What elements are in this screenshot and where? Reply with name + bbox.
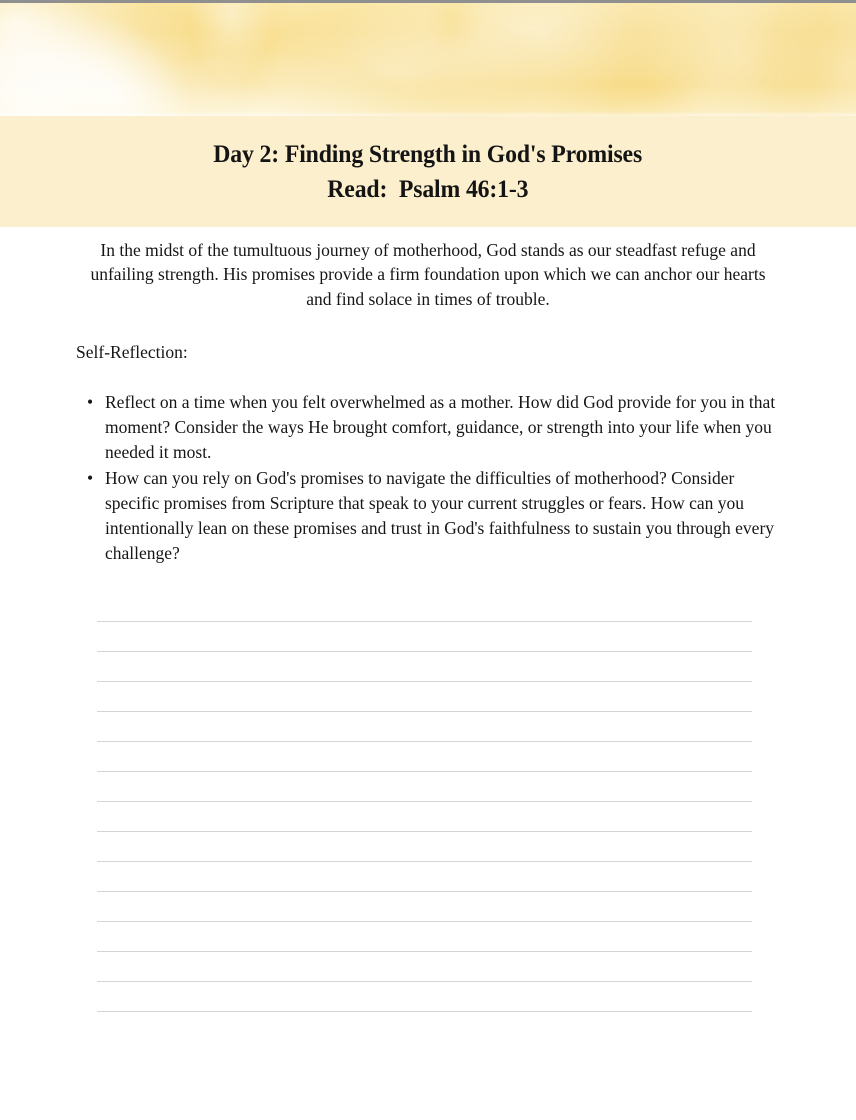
ruled-writing-lines[interactable]	[0, 227, 856, 1120]
writing-line[interactable]	[97, 681, 752, 682]
writing-line[interactable]	[97, 891, 752, 892]
bullet-icon: •	[87, 392, 94, 412]
writing-line[interactable]	[97, 801, 752, 802]
intro-paragraph: In the midst of the tumultuous journey of motherhood, God stands as our steadfast refuge and unfailing strength. His promises provide a firm foundation upon which we can anchor our hearts and find solace in times of trouble.	[90, 240, 766, 309]
banner-wash-vertical-fade	[0, 3, 856, 116]
reflection-question-text: How can you rely on God's promises to navigate the difficulties of motherhood? Consider specific promises from Scripture that speak to your current struggles or fears. How can you intentionally lean on these promises and trust in God's faithfulness to sustain you through every challenge?	[105, 467, 775, 564]
writing-line[interactable]	[97, 981, 752, 982]
reflection-question-text: Reflect on a time when you felt overwhelmed as a mother. How did God provide for you in that moment? Consider the ways He brought comfort, guidance, or strength into your life when you needed it most.	[105, 392, 776, 463]
self-reflection-label: Self-Reflection:	[76, 342, 188, 362]
bullet-icon: •	[87, 467, 94, 488]
writing-line[interactable]	[97, 651, 752, 652]
writing-line[interactable]	[97, 831, 752, 832]
writing-line[interactable]	[97, 921, 752, 922]
page-title: Day 2: Finding Strength in God's Promises	[213, 140, 643, 168]
title-band	[0, 116, 856, 227]
page-body	[0, 227, 856, 1120]
writing-line[interactable]	[97, 1011, 752, 1012]
watercolor-yellow-banner	[0, 3, 856, 116]
writing-line[interactable]	[97, 861, 752, 862]
writing-line[interactable]	[97, 621, 752, 622]
scripture-reading: Read: Psalm 46:1-3	[327, 175, 529, 203]
writing-line[interactable]	[97, 771, 752, 772]
writing-line[interactable]	[97, 711, 752, 712]
writing-line[interactable]	[97, 951, 752, 952]
writing-line[interactable]	[97, 741, 752, 742]
